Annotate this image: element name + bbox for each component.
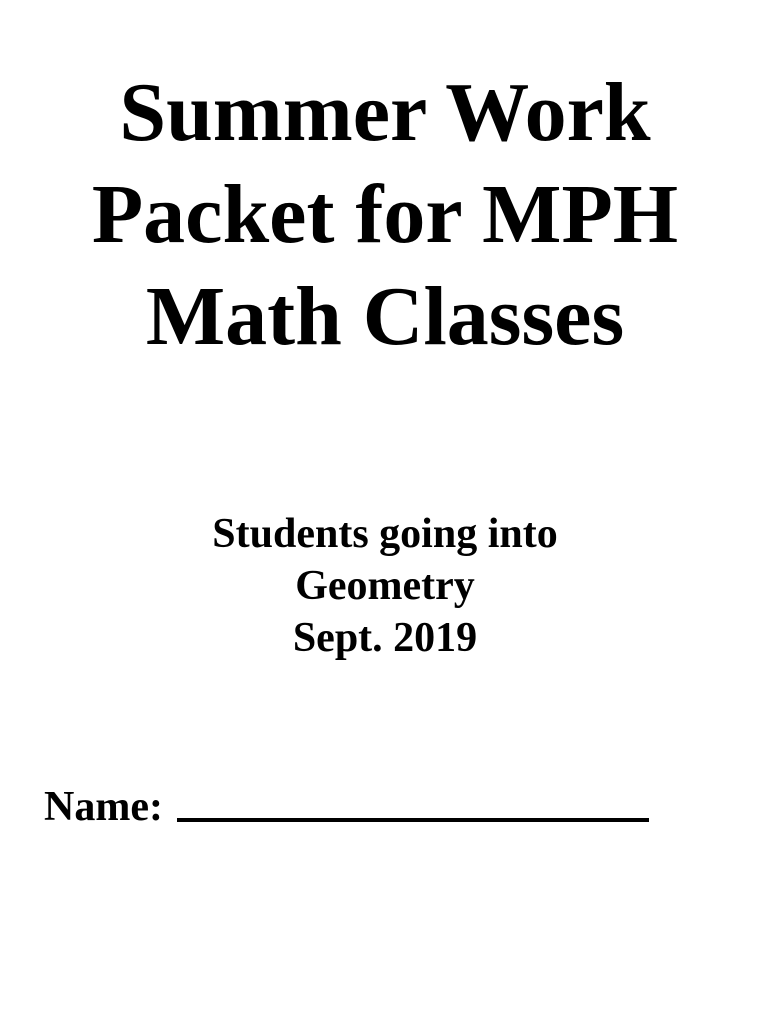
title-line-1: Summer Work [119, 66, 651, 159]
title-line-3: Math Classes [145, 270, 625, 363]
name-field-row [44, 776, 649, 833]
document-title [0, 62, 770, 368]
subtitle-date: Sept. 2019 [292, 615, 478, 661]
subtitle-audience: Students going into [212, 511, 558, 557]
title-line-2: Packet for MPH [91, 168, 679, 261]
subtitle-course: Geometry [295, 563, 475, 609]
name-label: Name: [44, 784, 163, 830]
name-blank-line[interactable] [177, 778, 649, 822]
document-subtitle [0, 508, 770, 664]
